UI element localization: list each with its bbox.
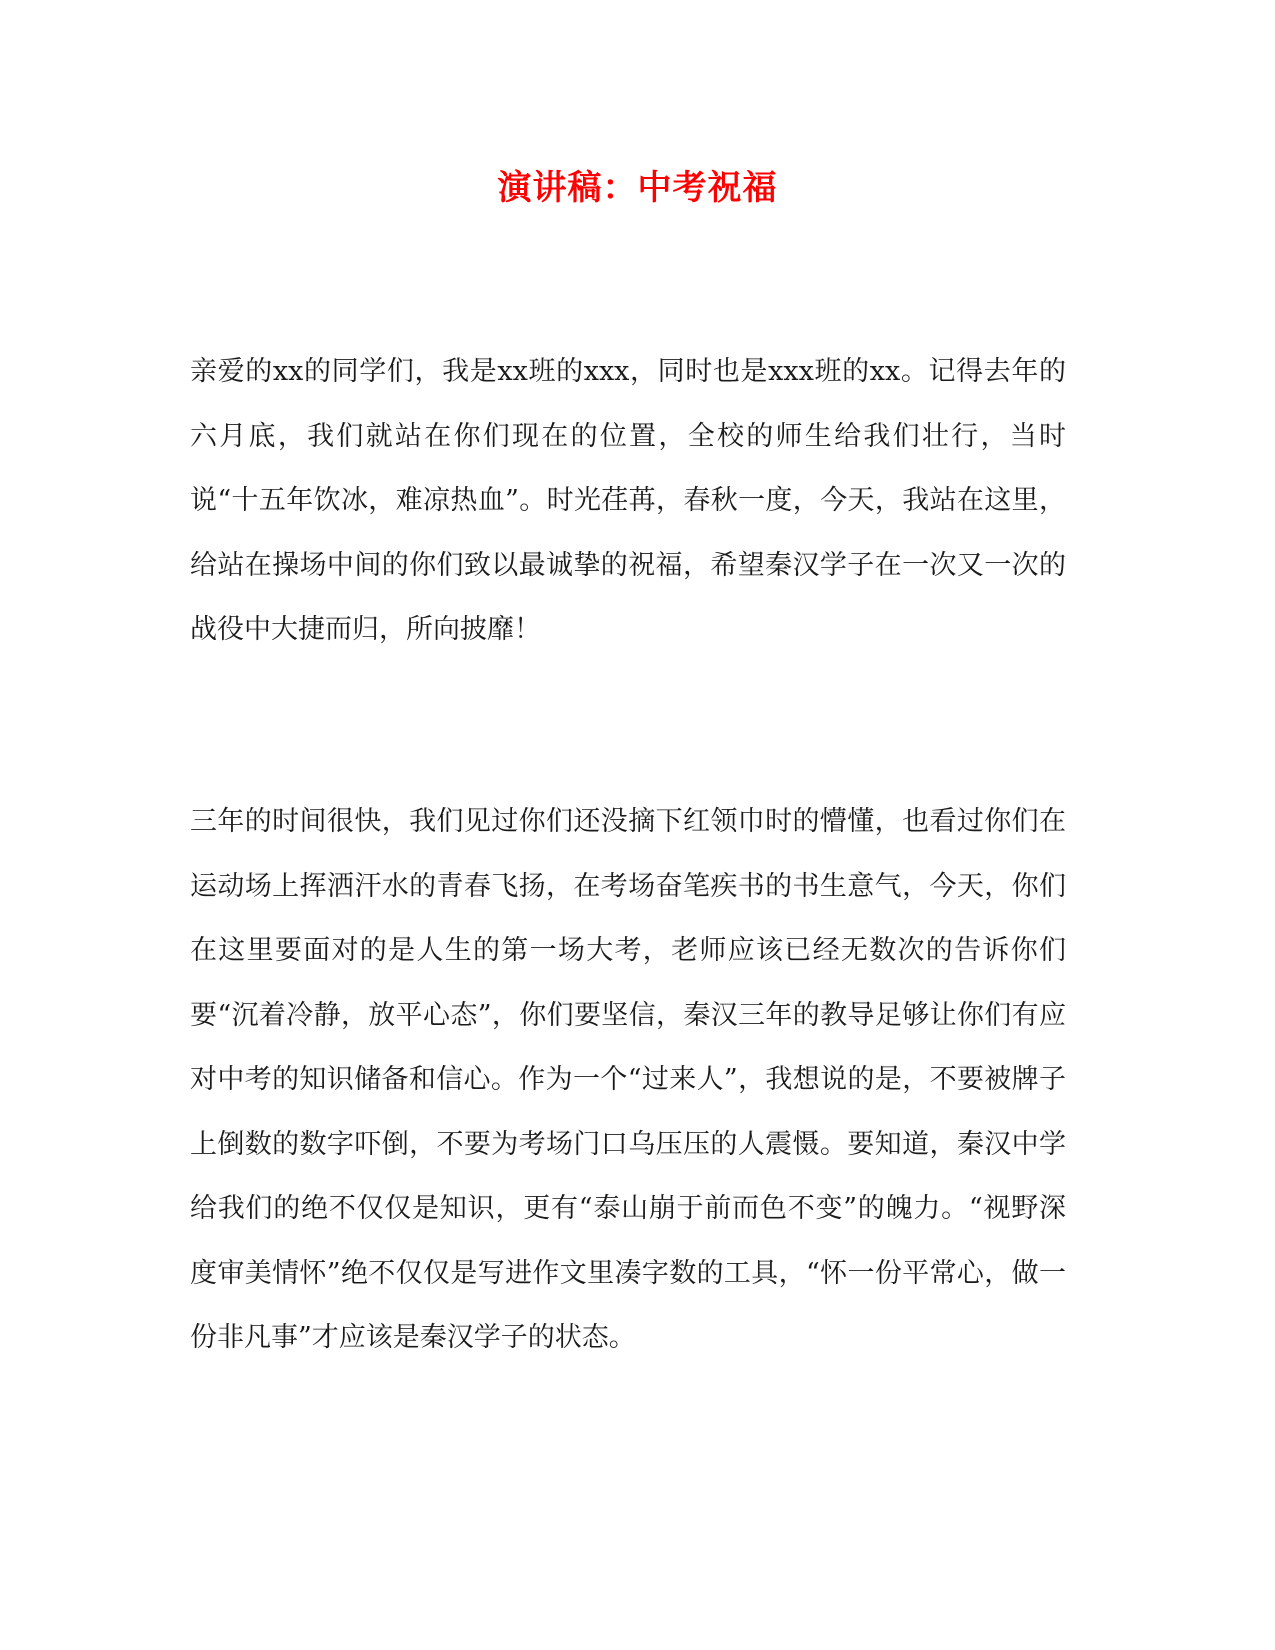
document-title: 演讲稿：中考祝福	[497, 168, 778, 208]
paragraph-2: 三年的时间很快，我们见过你们还没摘下红领巾时的懵懂，也看过你们在运动场上挥洒汗水的青春飞扬，在考场奋笔疾书的书生意气，今天，你们在这里要面对的是人生的第一场大考，老师应该已经无数次的告诉你们要“沉着冷静，放平心态”，你们要坚信，秦汉三年的教导足够让你们有应对中考的知识储备和信心。作为一个“过来人”，我想说的是，不要被牌子上倒数的数字吓倒，不要为考场门口乌压压的人震慑。要知道，秦汉中学给我们的绝不仅仅是知识，更有“泰山崩于前而色不变”的魄力。“视野深度审美情怀”绝不仅仅是写进作文里凑字数的工具，“怀一份平常心，做一份非凡事”才应该是秦汉学子的状态。	[190, 806, 1066, 1353]
paragraph-1: 亲爱的xx的同学们，我是xx班的xxx，同时也是xxx班的xx。记得去年的六月底，我们就站在你们现在的位置，全校的师生给我们壮行，当时说“十五年饮冰，难凉热血”。时光荏苒，春秋一度，今天，我站在这里，给站在操场中间的你们致以最诚挚的祝福，希望秦汉学子在一次又一次的战役中大捷而归，所向披靡！	[190, 356, 1066, 645]
